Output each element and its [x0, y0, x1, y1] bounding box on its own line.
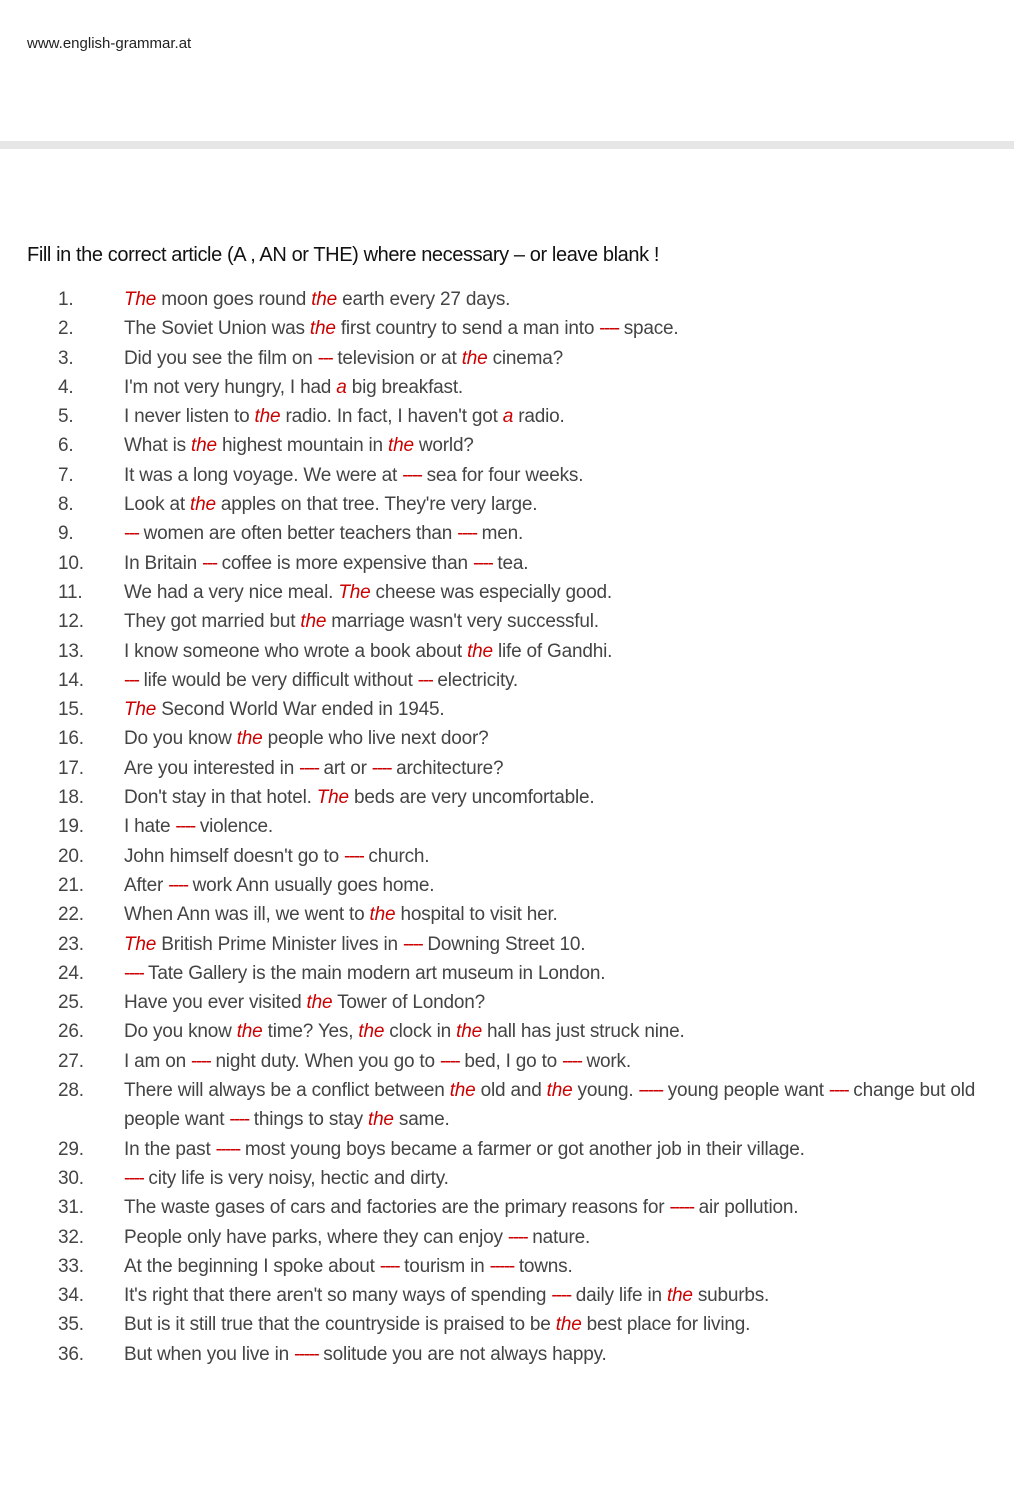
item-sentence: [124, 988, 999, 1017]
sentence-text: They got married but: [124, 611, 301, 633]
item-number: 4.: [58, 376, 74, 398]
exercise-list: [0, 285, 1014, 1369]
sentence-text: world?: [413, 435, 474, 457]
item-number: 27.: [58, 1050, 84, 1072]
item-number: 10.: [58, 552, 84, 574]
article-answer: The: [338, 581, 371, 603]
article-answer: the: [555, 1314, 582, 1336]
sentence-text: towns.: [513, 1255, 573, 1277]
item-number: 16.: [58, 728, 84, 750]
item-number: 3.: [58, 347, 74, 369]
article-answer: the: [306, 992, 333, 1014]
blank-answer: ----: [551, 1285, 571, 1307]
item-number: 23.: [58, 933, 84, 955]
item-number: 8.: [58, 494, 74, 516]
blank-answer: ----: [439, 1050, 460, 1072]
item-sentence: [124, 900, 999, 929]
sentence-text: things to stay: [248, 1109, 368, 1131]
blank-answer: ---: [202, 552, 217, 574]
sentence-text: In the past: [124, 1138, 216, 1160]
exercise-item: [0, 842, 1014, 871]
item-sentence: [124, 1017, 999, 1046]
sentence-text: Don't stay in that hotel.: [124, 787, 317, 809]
sentence-text: I am on: [124, 1050, 192, 1072]
exercise-item: [0, 607, 1014, 636]
article-answer: The: [124, 933, 157, 955]
sentence-text: sea for four weeks.: [421, 464, 584, 486]
sentence-text: work.: [581, 1050, 631, 1072]
item-sentence: [124, 724, 999, 753]
exercise-item: [0, 724, 1014, 753]
sentence-text: marriage wasn't very successful.: [326, 611, 599, 633]
exercise-item: [0, 988, 1014, 1017]
exercise-item: [0, 1076, 1014, 1135]
item-sentence: [124, 1135, 999, 1164]
blank-answer: ---: [417, 669, 433, 691]
blank-answer: ----: [168, 874, 188, 896]
sentence-text: Have you ever visited: [124, 992, 307, 1014]
sentence-text: radio.: [513, 406, 565, 428]
sentence-text: What is: [124, 435, 192, 457]
article-answer: the: [461, 347, 488, 369]
sentence-text: work Ann usually goes home.: [187, 874, 435, 896]
item-number: 2.: [58, 318, 74, 340]
exercise-item: [0, 900, 1014, 929]
sentence-text: I hate: [124, 816, 176, 838]
sentence-text: When Ann was ill, we went to: [124, 904, 370, 926]
sentence-text: time? Yes,: [262, 1021, 359, 1043]
sentence-text: tea.: [492, 552, 529, 574]
blank-answer: ----: [124, 1167, 144, 1189]
sentence-text: men.: [476, 523, 524, 545]
blank-answer: -----: [215, 1138, 240, 1160]
exercise-item: [0, 1193, 1014, 1222]
sentence-text: There will always be a conflict between: [124, 1080, 450, 1102]
article-answer: The: [316, 787, 349, 809]
sentence-text: young.: [572, 1080, 639, 1102]
sentence-text: clock in: [384, 1021, 457, 1043]
exercise-item: [0, 461, 1014, 490]
item-sentence: [124, 754, 999, 783]
exercise-item: [0, 1252, 1014, 1281]
sentence-text: coffee is more expensive than: [216, 552, 473, 574]
blank-answer: ----: [299, 757, 319, 779]
item-number: 13.: [58, 640, 84, 662]
exercise-item: [0, 1281, 1014, 1310]
sentence-text: beds are very uncomfortable.: [348, 787, 595, 809]
exercise-item: [0, 1047, 1014, 1076]
sentence-text: Downing Street 10.: [422, 933, 586, 955]
item-number: 24.: [58, 962, 84, 984]
sentence-text: After: [124, 874, 169, 896]
sentence-text: It's right that there aren't so many ways of spending: [124, 1285, 552, 1307]
sentence-text: city life is very noisy, hectic and dirty.: [143, 1167, 449, 1189]
sentence-text: Are you interested in: [124, 757, 300, 779]
sentence-text: women are often better teachers than: [138, 523, 458, 545]
exercise-item: [0, 812, 1014, 841]
exercise-item: [0, 959, 1014, 988]
sentence-text: same.: [393, 1109, 450, 1131]
item-sentence: [124, 695, 999, 724]
blank-answer: ----: [457, 523, 477, 545]
sentence-text: The waste gases of cars and factories are the primary reasons for: [124, 1197, 670, 1219]
article-answer: the: [367, 1109, 394, 1131]
item-sentence: [124, 1340, 999, 1369]
item-number: 18.: [58, 787, 84, 809]
item-number: 33.: [58, 1255, 84, 1277]
item-number: 5.: [58, 406, 74, 428]
blank-answer: ----: [599, 318, 619, 340]
item-number: 7.: [58, 464, 74, 486]
item-number: 12.: [58, 611, 84, 633]
sentence-text: Second World War ended in 1945.: [156, 699, 445, 721]
article-answer: the: [311, 289, 338, 310]
article-answer: the: [236, 728, 263, 750]
sentence-text: life of Gandhi.: [492, 640, 613, 662]
item-number: 30.: [58, 1167, 84, 1189]
item-sentence: [124, 431, 999, 460]
article-answer: the: [190, 494, 216, 516]
sentence-text: hospital to visit her.: [395, 904, 558, 926]
sentence-text: life would be very difficult without: [138, 669, 418, 691]
item-sentence: [124, 842, 999, 871]
item-number: 35.: [58, 1314, 84, 1336]
item-sentence: [124, 519, 999, 548]
article-answer: the: [300, 611, 327, 633]
exercise-item: [0, 1135, 1014, 1164]
article-answer: the: [191, 435, 217, 457]
sentence-text: earth every 27 days.: [337, 289, 511, 310]
exercise-item: [0, 344, 1014, 373]
sentence-text: Do you know: [124, 728, 237, 750]
exercise-item: [0, 695, 1014, 724]
exercise-item: [0, 754, 1014, 783]
exercise-item: [0, 637, 1014, 666]
sentence-text: space.: [618, 318, 679, 340]
article-answer: the: [666, 1285, 693, 1307]
blank-answer: ----: [229, 1109, 249, 1131]
item-sentence: [124, 1281, 999, 1310]
sentence-text: first country to send a man into: [335, 318, 600, 340]
item-sentence: [124, 461, 999, 490]
item-number: 19.: [58, 816, 84, 838]
article-answer: the: [456, 1021, 482, 1043]
item-number: 20.: [58, 845, 84, 867]
sentence-text: moon goes round: [156, 289, 312, 310]
sentence-text: I never listen to: [124, 406, 255, 428]
exercise-item: [0, 930, 1014, 959]
sentence-text: daily life in: [570, 1285, 667, 1307]
sentence-text: The Soviet Union was: [124, 318, 310, 340]
sentence-text: violence.: [194, 816, 274, 838]
exercise-item: [0, 783, 1014, 812]
sentence-text: church.: [363, 845, 430, 867]
sentence-text: air pollution.: [693, 1197, 799, 1219]
article-answer: the: [449, 1080, 476, 1102]
item-sentence: [124, 285, 999, 314]
blank-answer: ----: [379, 1255, 400, 1277]
exercise-item: [0, 578, 1014, 607]
sentence-text: Do you know: [124, 1021, 237, 1043]
sentence-text: In Britain: [124, 552, 203, 574]
item-number: 21.: [58, 874, 84, 896]
article-answer: The: [124, 699, 157, 721]
blank-answer: ----: [124, 962, 144, 984]
sentence-text: television or at: [332, 347, 462, 369]
sentence-text: Did you see the film on: [124, 347, 318, 369]
item-number: 36.: [58, 1343, 84, 1365]
item-sentence: [124, 402, 999, 431]
exercise-instructions: Fill in the correct article (A , AN or THE) where necessary – or leave blank !: [27, 244, 660, 266]
sentence-text: Tower of London?: [332, 992, 485, 1014]
item-number: 22.: [58, 904, 84, 926]
item-number: 25.: [58, 992, 84, 1014]
sentence-text: But when you live in: [124, 1343, 295, 1365]
item-number: 14.: [58, 669, 84, 691]
item-sentence: [124, 490, 999, 519]
sentence-text: change but old people want: [124, 1080, 976, 1131]
exercise-item: [0, 1310, 1014, 1339]
item-number: 29.: [58, 1138, 84, 1160]
item-number: 31.: [58, 1197, 84, 1219]
exercise-item: [0, 402, 1014, 431]
sentence-text: Tate Gallery is the main modern art museum in London.: [143, 962, 606, 984]
exercise-item: [0, 373, 1014, 402]
blank-answer: ----: [402, 464, 422, 486]
article-answer: the: [236, 1021, 263, 1043]
blank-answer: -----: [294, 1343, 319, 1365]
sentence-text: At the beginning I spoke about: [124, 1255, 380, 1277]
sentence-text: cheese was especially good.: [370, 581, 613, 603]
item-sentence: [124, 783, 999, 812]
blank-answer: ----: [562, 1050, 582, 1072]
blank-answer: -----: [489, 1255, 514, 1277]
article-answer: a: [336, 376, 347, 398]
blank-answer: ----: [828, 1080, 849, 1102]
sentence-text: best place for living.: [581, 1314, 751, 1336]
sentence-text: British Prime Minister lives in: [156, 933, 403, 955]
article-answer: the: [309, 318, 336, 340]
sentence-text: cinema?: [487, 347, 564, 369]
sentence-text: I know someone who wrote a book about: [124, 640, 468, 662]
sentence-text: most young boys became a farmer or got another job in their village.: [239, 1138, 805, 1160]
sentence-text: art or: [318, 757, 372, 779]
blank-answer: -----: [669, 1197, 694, 1219]
article-answer: the: [546, 1080, 573, 1102]
item-sentence: [124, 871, 999, 900]
item-sentence: [124, 314, 999, 343]
sentence-text: nature.: [527, 1226, 591, 1248]
exercise-item: [0, 285, 1014, 314]
item-sentence: [124, 666, 999, 695]
article-answer: the: [467, 640, 493, 662]
blank-answer: ----: [472, 552, 493, 574]
blank-answer: ---: [124, 669, 139, 691]
sentence-text: It was a long voyage. We were at: [124, 464, 403, 486]
exercise-item: [0, 666, 1014, 695]
item-sentence: [124, 1047, 999, 1076]
sentence-text: But is it still true that the countryside is praised to be: [124, 1314, 556, 1336]
exercise-item: [0, 431, 1014, 460]
header-divider: [0, 141, 1014, 149]
item-sentence: [124, 930, 999, 959]
sentence-text: night duty. When you go to: [210, 1050, 440, 1072]
sentence-text: highest mountain in: [216, 435, 388, 457]
sentence-text: architecture?: [391, 757, 504, 779]
exercise-item: [0, 871, 1014, 900]
sentence-text: hall has just struck nine.: [481, 1021, 685, 1043]
article-answer: the: [369, 904, 396, 926]
item-number: 28.: [58, 1080, 84, 1102]
exercise-item: [0, 314, 1014, 343]
item-number: 34.: [58, 1285, 84, 1307]
exercise-item: [0, 1340, 1014, 1369]
exercise-item: [0, 519, 1014, 548]
blank-answer: ----: [344, 845, 364, 867]
item-sentence: [124, 1223, 999, 1252]
sentence-text: young people want: [662, 1080, 829, 1102]
sentence-text: I'm not very hungry, I had: [124, 376, 337, 398]
item-sentence: [124, 812, 999, 841]
sentence-text: old and: [475, 1080, 547, 1102]
item-number: 9.: [58, 523, 74, 545]
sentence-text: big breakfast.: [346, 376, 463, 398]
site-url: www.english-grammar.at: [27, 35, 192, 52]
sentence-text: suburbs.: [692, 1285, 770, 1307]
sentence-text: apples on that tree. They're very large.: [215, 494, 538, 516]
item-sentence: [124, 1310, 999, 1339]
sentence-text: people who live next door?: [262, 728, 489, 750]
item-number: 32.: [58, 1226, 84, 1248]
blank-answer: ----: [191, 1050, 211, 1072]
exercise-item: [0, 549, 1014, 578]
sentence-text: tourism in: [399, 1255, 490, 1277]
sentence-text: Look at: [124, 494, 191, 516]
sentence-text: John himself doesn't go to: [124, 845, 345, 867]
sentence-text: electricity.: [432, 669, 519, 691]
sentence-text: radio. In fact, I haven't got: [280, 406, 503, 428]
item-sentence: [124, 549, 999, 578]
article-answer: The: [124, 289, 157, 310]
item-number: 1.: [58, 289, 74, 310]
blank-answer: ---: [317, 347, 333, 369]
blank-answer: ----: [175, 816, 195, 838]
blank-answer: ----: [402, 933, 423, 955]
article-answer: the: [358, 1021, 385, 1043]
article-answer: a: [502, 406, 514, 428]
blank-answer: -----: [638, 1080, 663, 1102]
item-sentence: [124, 607, 999, 636]
blank-answer: ---: [124, 523, 139, 545]
item-sentence: [124, 1164, 999, 1193]
exercise-item: [0, 1017, 1014, 1046]
item-sentence: [124, 1193, 999, 1222]
item-number: 11.: [58, 581, 83, 603]
item-number: 26.: [58, 1021, 84, 1043]
item-number: 6.: [58, 435, 74, 457]
blank-answer: ----: [371, 757, 392, 779]
exercise-item: [0, 1223, 1014, 1252]
sentence-text: People only have parks, where they can enjoy: [124, 1226, 508, 1248]
item-sentence: [124, 1252, 999, 1281]
item-number: 15.: [58, 699, 84, 721]
sentence-text: We had a very nice meal.: [124, 581, 339, 603]
exercise-item: [0, 490, 1014, 519]
blank-answer: ----: [507, 1226, 528, 1248]
article-answer: the: [254, 406, 281, 428]
sentence-text: solitude you are not always happy.: [318, 1343, 607, 1365]
article-answer: the: [388, 435, 414, 457]
exercise-item: [0, 1164, 1014, 1193]
item-sentence: [124, 373, 999, 402]
item-sentence: [124, 637, 999, 666]
item-sentence: [124, 1076, 999, 1135]
item-sentence: [124, 578, 999, 607]
item-number: 17.: [58, 757, 84, 779]
sentence-text: bed, I go to: [459, 1050, 563, 1072]
item-sentence: [124, 959, 999, 988]
item-sentence: [124, 344, 999, 373]
